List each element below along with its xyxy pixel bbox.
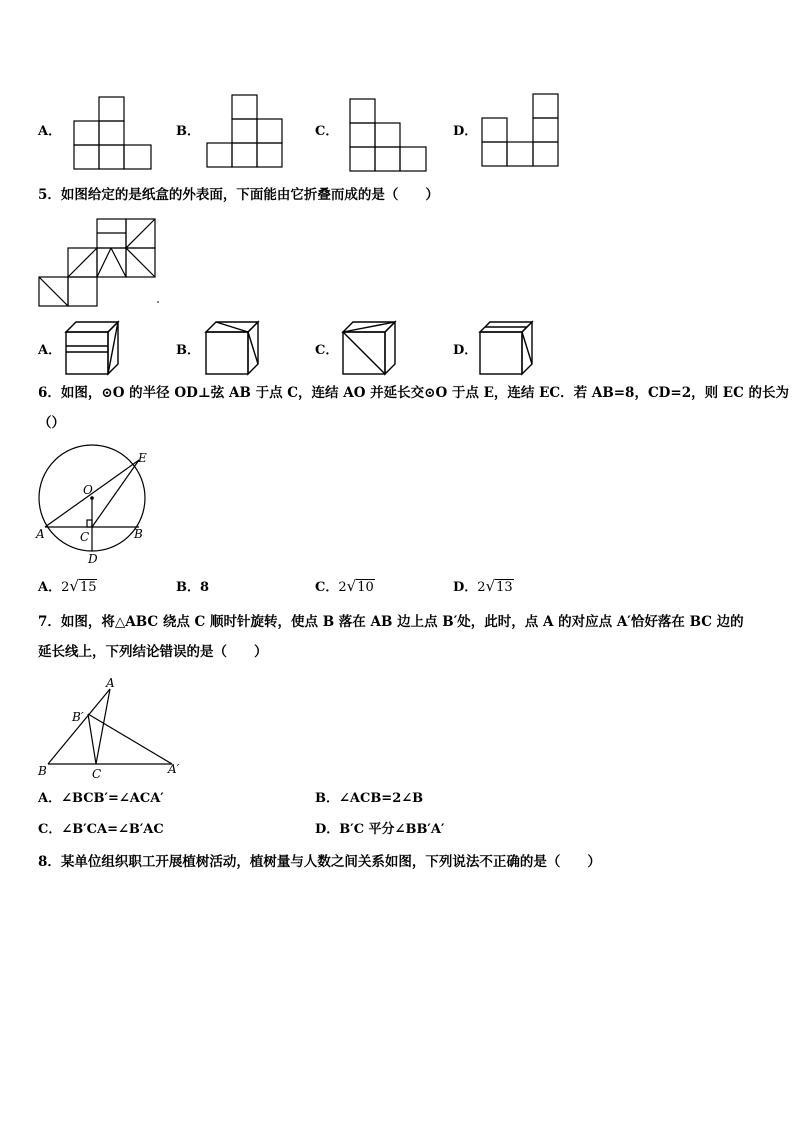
q5-option-a-label[interactable]: A．	[38, 343, 62, 358]
q7-option-d[interactable]: D．B′C 平分∠BB′A′	[315, 822, 445, 837]
q6-label-d: D	[88, 552, 98, 566]
q5-option-b-label[interactable]: B．	[176, 343, 200, 358]
q4-option-a-figure	[73, 96, 153, 170]
q6-label-e: E	[138, 451, 147, 465]
q4-option-b-figure	[206, 94, 284, 170]
q6-label-b: B	[134, 527, 143, 541]
q7-option-a[interactable]: A．∠BCB′=∠ACA′	[38, 791, 164, 806]
q7-label-b1: B′	[72, 710, 84, 724]
q4-option-a-label[interactable]: A．	[38, 124, 62, 139]
q5-option-c-cube	[341, 320, 399, 376]
q5-option-a-cube	[64, 320, 122, 376]
q7-triangle-figure	[36, 676, 188, 780]
q6-option-b[interactable]: B．8	[176, 580, 210, 595]
q6-stem-line1: 6．如图，⊙O 的半径 OD⊥弦 AB 于点 C，连结 AO 并延长交⊙O 于点 E，连结 EC．若 AB=8，CD=2，则 EC 的长为	[38, 385, 790, 401]
q5-option-d-cube	[478, 320, 538, 376]
q6-option-d[interactable]: D．2√13	[453, 577, 513, 595]
q5-stem: 5．如图给定的是纸盒的外表面，下面能由它折叠而成的是（ ）	[38, 187, 439, 203]
q6-circle-figure	[30, 448, 160, 566]
q7-stem-line2: 延长线上，下列结论错误的是（ ）	[38, 644, 268, 660]
q7-label-c: C	[92, 767, 102, 781]
q7-label-b: B	[38, 764, 47, 778]
q7-label-a1: A′	[168, 762, 180, 776]
q8-stem: 8．某单位组织职工开展植树活动，植树量与人数之间关系如图，下列说法不正确的是（ ）	[38, 854, 601, 870]
q7-option-b[interactable]: B．∠ACB=2∠B	[315, 791, 424, 806]
q5-option-c-label[interactable]: C．	[315, 343, 339, 358]
q6-option-a[interactable]: A．2√15	[38, 577, 97, 595]
q6-label-c: C	[80, 530, 90, 544]
q7-label-a: A	[106, 676, 115, 690]
q4-option-d-figure	[481, 93, 561, 169]
q4-option-d-label[interactable]: D．	[453, 124, 478, 139]
q6-label-a: A	[36, 527, 45, 541]
q6-label-o: O	[83, 483, 93, 497]
q6-stem-line2: （）	[38, 415, 65, 431]
q4-option-c-figure	[349, 98, 429, 174]
q7-option-c[interactable]: C．∠B′CA=∠B′AC	[38, 822, 164, 837]
q5-option-d-label[interactable]: D．	[453, 343, 478, 358]
q5-net-figure	[38, 218, 162, 308]
q4-option-b-label[interactable]: B．	[176, 124, 200, 139]
q6-option-c[interactable]: C．2√10	[315, 577, 374, 595]
q4-option-c-label[interactable]: C．	[315, 124, 339, 139]
q7-stem-line1: 7．如图，将△ABC 绕点 C 顺时针旋转，使点 B 落在 AB 边上点 B′处，此时，点 A 的对应点 A′恰好落在 BC 边的	[38, 614, 744, 630]
q5-option-b-cube	[204, 320, 262, 376]
